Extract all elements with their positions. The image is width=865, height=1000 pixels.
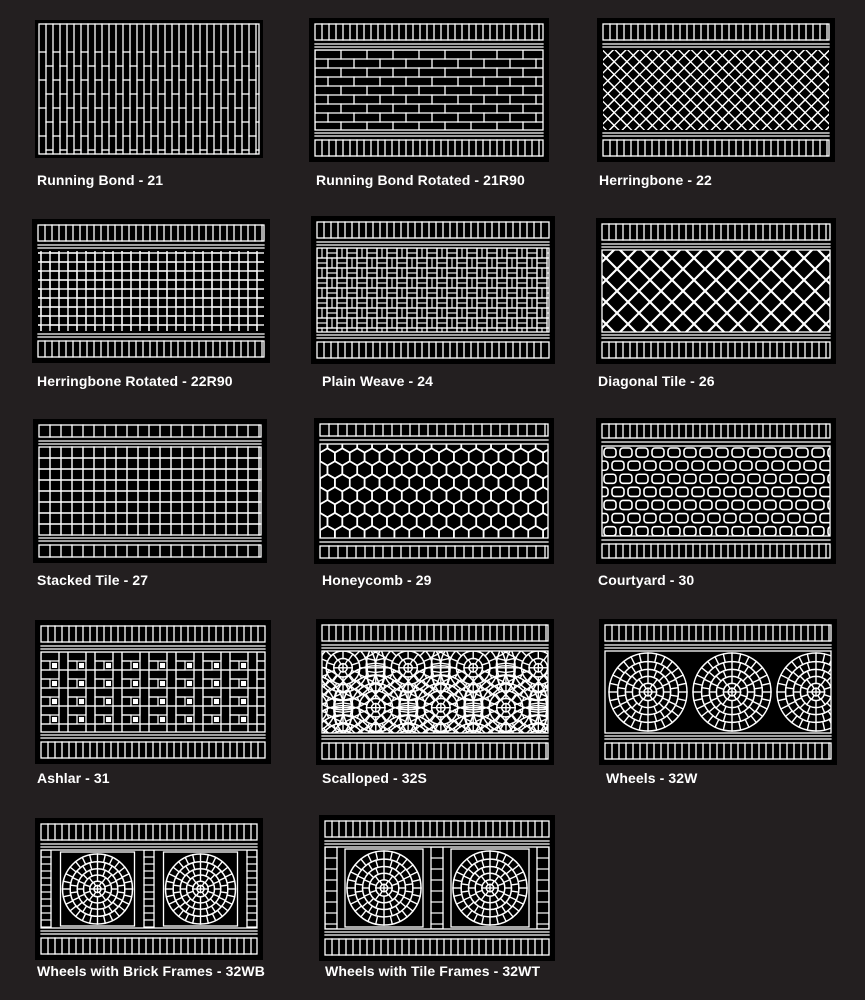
herringbone-rotated-swatch [32, 219, 270, 363]
pattern-label: Wheels with Tile Frames - 32WT [325, 963, 541, 979]
pattern-label: Wheels - 32W [606, 770, 698, 786]
herringbone-swatch [597, 18, 835, 162]
pattern-label: Stacked Tile - 27 [37, 572, 149, 588]
ashlar-swatch [35, 620, 271, 764]
running-bond-rotated-swatch [309, 18, 549, 162]
wheels-swatch [599, 619, 837, 765]
pattern-label: Running Bond - 21 [37, 172, 164, 188]
honeycomb-swatch [314, 418, 554, 564]
courtyard-swatch [596, 418, 836, 564]
pattern-label: Ashlar - 31 [37, 770, 110, 786]
running-bond-swatch [35, 20, 263, 158]
pattern-label: Herringbone - 22 [599, 172, 712, 188]
stacked-tile-swatch [33, 419, 267, 563]
wheels-tile-frames-swatch [319, 815, 555, 961]
pattern-label: Courtyard - 30 [598, 572, 695, 588]
wheels-brick-frames-swatch [35, 818, 263, 960]
pattern-label: Herringbone Rotated - 22R90 [37, 373, 233, 389]
pattern-label: Running Bond Rotated - 21R90 [316, 172, 525, 188]
scalloped-swatch [316, 619, 554, 765]
diagonal-tile-swatch [596, 218, 836, 364]
pattern-label: Diagonal Tile - 26 [598, 373, 715, 389]
plain-weave-swatch [311, 216, 555, 364]
pattern-label: Honeycomb - 29 [322, 572, 432, 588]
pattern-label: Scalloped - 32S [322, 770, 427, 786]
pattern-label: Wheels with Brick Frames - 32WB [37, 963, 265, 979]
pattern-label: Plain Weave - 24 [322, 373, 434, 389]
